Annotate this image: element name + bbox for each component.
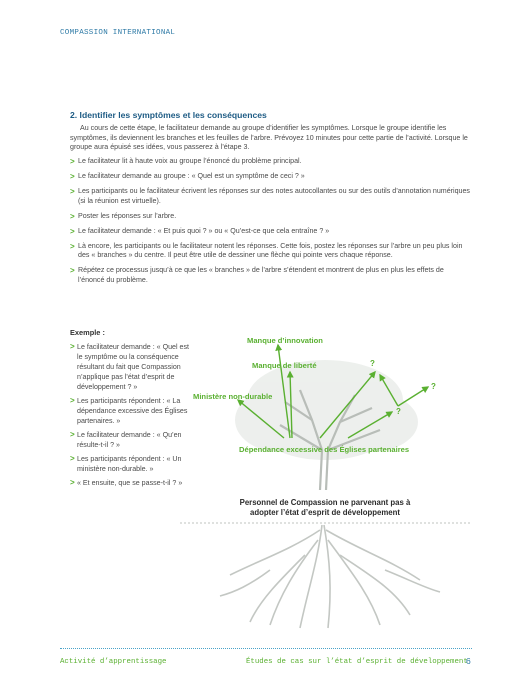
footer-left-text: Activité d’apprentissage	[60, 658, 167, 666]
label-ministere-non-durable: Ministère non-durable	[193, 392, 273, 401]
steps-list	[70, 157, 470, 291]
example-item: > « Et ensuite, que se passe-t-il ? »	[70, 477, 183, 487]
example-item: > Les participants répondent : « Un ministère non-durable. »	[70, 453, 182, 473]
footer-right-text: Études de cas sur l’état d’esprit de développement	[246, 658, 468, 666]
example-box	[70, 328, 190, 492]
tree-roots	[220, 525, 440, 628]
chevron-right-icon: >	[70, 429, 75, 439]
label-dependance: Dépendance excessive des Églises partenaires	[239, 445, 410, 454]
label-question-2: ?	[396, 407, 401, 416]
label-question-3: ?	[431, 382, 436, 391]
example-item: > Le facilitateur demande : « Qu’en résulte-t-il ? »	[70, 429, 182, 449]
problem-tree-diagram	[180, 330, 470, 630]
step-item: > Les participants ou le facilitateur écrivent les réponses sur des notes autocollantes ou sur des outils d’annotation numériques (si la réunion est virtuelle).	[70, 187, 470, 205]
chevron-right-icon: >	[70, 157, 75, 166]
intro-paragraph: Au cours de cette étape, le facilitateur demande au groupe d’identifier les symptômes. Lorsque le groupe identifie les symptômes, ils deviennent les branches et les feuilles de l’arbre. Prévoyez 10 minutes pour cette partie de l’activité. Lorsque le groupe aura épuisé ses idées, vous passerez à l’étape 3.	[70, 124, 468, 152]
label-manque-liberte: Manque de liberté	[252, 361, 317, 370]
chevron-right-icon: >	[70, 477, 75, 487]
root-problem-line1: Personnel de Compassion ne parvenant pas à	[239, 498, 411, 507]
chevron-right-icon: >	[70, 187, 75, 196]
label-question-1: ?	[370, 359, 375, 368]
footer-divider	[60, 648, 472, 649]
chevron-right-icon: >	[70, 241, 75, 251]
step-item: > Le facilitateur demande au groupe : « Quel est un symptôme de ceci ? »	[70, 172, 305, 181]
chevron-right-icon: >	[70, 266, 75, 276]
section-title: 2. Identifier les symptômes et les conséquences	[70, 110, 267, 120]
chevron-right-icon: >	[70, 395, 75, 405]
header-org: COMPASSION INTERNATIONAL	[60, 29, 176, 37]
step-item: > Répétez ce processus jusqu’à ce que les « branches » de l’arbre s’étendent et montrent de plus en plus les effets de l’énoncé du problème.	[70, 266, 444, 285]
example-item: > Le facilitateur demande : « Quel est le symptôme ou la conséquence résultant du fait que Compassion n’applique pas l’état d’esprit de développement ? »	[70, 341, 189, 391]
page-number: 6	[466, 656, 471, 666]
root-problem-line2: adopter l’état d’esprit de développement	[250, 508, 400, 517]
example-list	[70, 342, 190, 488]
label-manque-innovation: Manque d’innovation	[247, 336, 323, 345]
step-item: > Poster les réponses sur l’arbre.	[70, 211, 177, 221]
chevron-right-icon: >	[70, 211, 75, 221]
chevron-right-icon: >	[70, 172, 75, 181]
step-item: > Le facilitateur lit à haute voix au groupe l’énoncé du problème principal.	[70, 157, 302, 166]
example-title: Exemple :	[70, 328, 105, 337]
step-item: > Là encore, les participants ou le facilitateur notent les réponses. Cette fois, postez les réponses sur l’arbre un peu plus loin des « branches » du centre. Il peut être utile de dessiner une flèche qui pointe vers chaque réponse.	[70, 241, 463, 260]
chevron-right-icon: >	[70, 341, 75, 351]
step-item: > Le facilitateur demande : « Et puis quoi ? » ou « Qu’est-ce que cela entraîne ? »	[70, 226, 330, 236]
chevron-right-icon: >	[70, 226, 75, 236]
example-item: > Les participants répondent : « La dépendance excessive des Églises partenaires. »	[70, 395, 188, 425]
chevron-right-icon: >	[70, 453, 75, 463]
